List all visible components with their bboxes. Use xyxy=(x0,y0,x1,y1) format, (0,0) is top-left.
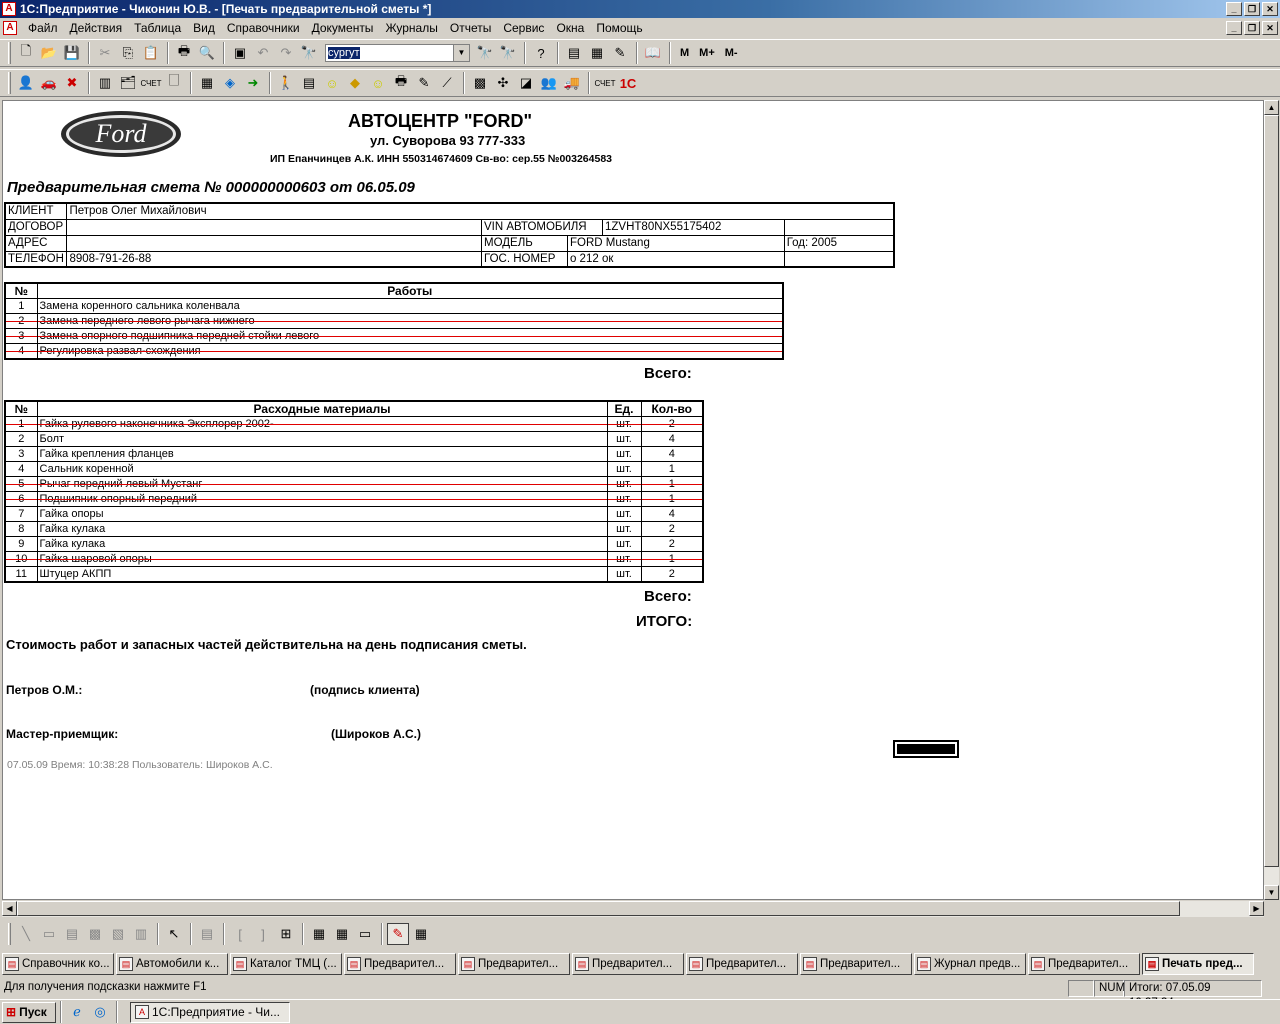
material-qty: 2 xyxy=(641,522,703,537)
document-icon: ▤ xyxy=(917,957,931,971)
document-icon: ▤ xyxy=(347,957,361,971)
materials-total-label: Всего: xyxy=(644,588,692,605)
list-icon[interactable]: ▤ xyxy=(302,75,316,90)
menu-table[interactable]: Таблица xyxy=(134,21,182,35)
material-row xyxy=(5,522,703,537)
scroll-left-icon[interactable]: ◀ xyxy=(2,901,17,916)
works-table xyxy=(4,282,784,360)
material-name: Гайка кулака xyxy=(37,522,607,537)
standard-toolbar xyxy=(0,39,1280,67)
num-indicator: NUM xyxy=(1094,980,1124,997)
phone-value: 8908-791-26-88 xyxy=(67,251,482,267)
work-row xyxy=(5,344,783,360)
material-row xyxy=(5,537,703,552)
material-qty: 4 xyxy=(641,447,703,462)
document-icon: ▤ xyxy=(689,957,703,971)
new-icon[interactable]: 🗋 xyxy=(20,43,32,58)
menu-actions[interactable]: Действия xyxy=(69,21,123,35)
mat-no-header: № xyxy=(5,401,37,417)
material-qty: 1 xyxy=(641,477,703,492)
find-icon[interactable]: 🔭 xyxy=(300,45,318,60)
material-row xyxy=(5,417,703,432)
model-label: МОДЕЛЬ xyxy=(482,235,568,251)
master-label: Мастер-приемщик: xyxy=(6,727,119,741)
edit-icon[interactable]: ✎ xyxy=(418,75,430,90)
material-name: Гайка рулевого наконечника Эксплорер 2002- xyxy=(37,417,607,432)
document-icon: ▤ xyxy=(575,957,589,971)
menu-bar xyxy=(0,18,1280,38)
work-row xyxy=(5,314,783,329)
scroll-right-icon[interactable]: ▶ xyxy=(1249,901,1264,916)
material-no: 1 xyxy=(5,417,37,432)
invoice2-icon[interactable]: СЧЕТ xyxy=(594,78,616,88)
menu-journals[interactable]: Журналы xyxy=(385,21,438,35)
package-icon[interactable]: ▩ xyxy=(473,75,487,90)
line-icon[interactable]: ╲ xyxy=(22,926,30,941)
material-qty: 2 xyxy=(641,567,703,583)
material-name: Гайка шаровой опоры xyxy=(37,552,607,567)
work-no: 4 xyxy=(5,344,37,360)
window-tab[interactable]: ▤ Печать пред... xyxy=(1142,953,1254,975)
copy-icon[interactable]: ⎘ xyxy=(122,45,134,60)
align-icon[interactable]: ⊞ xyxy=(280,926,292,941)
work-no: 1 xyxy=(5,299,37,314)
find-next-icon[interactable]: 🔭 xyxy=(476,45,494,60)
material-no: 4 xyxy=(5,462,37,477)
app-icon: A xyxy=(135,1005,149,1019)
material-qty: 2 xyxy=(641,537,703,552)
material-unit: шт. xyxy=(607,567,641,583)
material-row xyxy=(5,462,703,477)
material-row xyxy=(5,567,703,583)
material-unit: шт. xyxy=(607,552,641,567)
material-name: Рычаг передний левый Мустанг xyxy=(37,477,607,492)
scroll-down-icon[interactable]: ▼ xyxy=(1264,885,1279,900)
material-unit: шт. xyxy=(607,522,641,537)
document-icon: ▤ xyxy=(1145,957,1159,971)
table-icon[interactable]: ▦ xyxy=(312,926,326,941)
redo-icon[interactable]: ↷ xyxy=(280,45,292,60)
model-value: FORD Mustang xyxy=(567,235,784,251)
scroll-corner xyxy=(1264,901,1279,917)
horizontal-scrollbar[interactable] xyxy=(2,901,1264,917)
doc-icon[interactable]: A xyxy=(3,21,17,35)
window-tab[interactable]: ▤ Предварител... xyxy=(344,953,456,975)
document-icon: ▤ xyxy=(119,957,133,971)
car-icon[interactable]: 🚗 xyxy=(40,75,58,90)
document-icon: ▤ xyxy=(5,957,19,971)
mat-unit-header: Ед. xyxy=(607,401,641,417)
properties-icon[interactable]: ▣ xyxy=(233,45,247,60)
works-total-label: Всего: xyxy=(644,365,692,382)
menu-file[interactable]: Файл xyxy=(28,21,58,35)
menu-view[interactable]: Вид xyxy=(193,21,215,35)
material-row xyxy=(5,552,703,567)
diagram-icon[interactable]: ▥ xyxy=(134,926,148,941)
close-button[interactable]: ✕ xyxy=(1262,2,1278,16)
pen-icon[interactable]: ✎ xyxy=(614,45,626,60)
document-icon: ▤ xyxy=(803,957,817,971)
material-no: 6 xyxy=(5,492,37,507)
cube-icon[interactable]: ◈ xyxy=(225,75,235,90)
window-tab[interactable]: ▤ Предварител... xyxy=(686,953,798,975)
windows-logo-icon: ⊞ xyxy=(6,1005,17,1019)
mat-name-header: Расходные материалы xyxy=(37,401,607,417)
selected-cell[interactable] xyxy=(893,740,959,758)
open-windows-bar xyxy=(0,951,1280,977)
open-icon[interactable]: 📂 xyxy=(40,45,58,60)
material-no: 7 xyxy=(5,507,37,522)
material-unit: шт. xyxy=(607,417,641,432)
work-name: Регулировка развал-схождения xyxy=(37,344,783,360)
address-value xyxy=(67,235,482,251)
materials-table xyxy=(4,400,704,583)
company-address: ул. Суворова 93 777-333 xyxy=(370,133,526,148)
search-combo[interactable] xyxy=(325,44,470,62)
status-bar xyxy=(0,978,1280,998)
material-unit: шт. xyxy=(607,432,641,447)
material-no: 3 xyxy=(5,447,37,462)
files-icon[interactable]: 🗂 xyxy=(119,75,137,90)
vin-label: VIN АВТОМОБИЛЯ xyxy=(482,220,603,235)
material-name: Сальник коренной xyxy=(37,462,607,477)
menu-references[interactable]: Справочники xyxy=(226,21,300,35)
app-icon: A xyxy=(2,2,16,16)
material-qty: 1 xyxy=(641,552,703,567)
material-qty: 1 xyxy=(641,462,703,477)
arrow-icon[interactable]: ➜ xyxy=(247,75,259,90)
diamond-icon[interactable]: ◆ xyxy=(350,75,360,90)
vin-value: 1ZVHT80NX55175402 xyxy=(605,220,722,233)
text-block-icon[interactable]: ▤ xyxy=(65,926,79,941)
cell-edit-icon[interactable]: ✎ xyxy=(387,923,409,945)
client-sign-label: (подпись клиента) xyxy=(310,683,420,697)
validity-note: Стоимость работ и запасных частей действительна на день подписания сметы. xyxy=(6,637,527,652)
phone-label: ТЕЛЕФОН xyxy=(5,251,67,267)
work-row xyxy=(5,299,783,314)
material-unit: шт. xyxy=(607,492,641,507)
material-no: 9 xyxy=(5,537,37,552)
save-icon[interactable]: 💾 xyxy=(63,45,81,60)
window-tab[interactable]: ▤ Каталог ТМЦ (... xyxy=(230,953,342,975)
footer-line: 07.05.09 Время: 10:38:28 Пользователь: Широков А.С. xyxy=(7,759,273,771)
material-unit: шт. xyxy=(607,447,641,462)
memory-button[interactable]: M xyxy=(680,47,690,59)
help-icon[interactable]: ? xyxy=(537,45,545,61)
staff-icon[interactable]: 👤 xyxy=(17,75,35,90)
paste-icon[interactable]: 📋 xyxy=(142,45,160,60)
window-tab[interactable]: ▤ Автомобили к... xyxy=(116,953,228,975)
menu-service[interactable]: Сервис xyxy=(503,21,545,35)
window-tab[interactable]: ▤ Предварител... xyxy=(458,953,570,975)
invoice-icon[interactable]: СЧЕТ xyxy=(140,78,162,88)
window-tab[interactable]: ▤ Предварител... xyxy=(572,953,684,975)
ie-icon[interactable]: ℯ xyxy=(73,1004,81,1019)
undo-icon[interactable]: ↶ xyxy=(257,45,269,60)
smile2-icon[interactable]: ☺ xyxy=(371,75,385,91)
person-icon[interactable]: 🚶 xyxy=(277,75,295,90)
picture-icon[interactable]: ▩ xyxy=(88,926,102,941)
warehouse-icon[interactable]: ▥ xyxy=(98,75,112,90)
plate-label: ГОС. НОМЕР xyxy=(482,251,568,267)
doc-window-buttons xyxy=(1226,21,1278,35)
material-unit: шт. xyxy=(607,477,641,492)
material-name: Подшипник опорный передний xyxy=(37,492,607,507)
print-preview-icon[interactable]: 🔍 xyxy=(198,45,216,60)
material-name: Гайка опоры xyxy=(37,507,607,522)
grid-lines-icon[interactable]: ▦ xyxy=(335,926,349,941)
plate-value: о 212 ок xyxy=(567,251,784,267)
master-name: (Широков А.С.) xyxy=(331,727,421,741)
printer-icon[interactable]: 🖶 xyxy=(394,73,408,88)
find-prev-icon[interactable]: 🔭 xyxy=(499,45,517,60)
client-value: Петров Олег Михайлович xyxy=(67,203,894,219)
document-icon: ▤ xyxy=(461,957,475,971)
window-tab[interactable]: ▤ Предварител... xyxy=(800,953,912,975)
material-unit: шт. xyxy=(607,462,641,477)
material-qty: 4 xyxy=(641,432,703,447)
material-row xyxy=(5,447,703,462)
mat-qty-header: Кол-во xyxy=(641,401,703,417)
smile-icon[interactable]: ☺ xyxy=(325,75,339,91)
network-icon[interactable]: ✣ xyxy=(497,75,509,90)
memory-plus-button[interactable]: M+ xyxy=(699,47,715,59)
menu-documents[interactable]: Документы xyxy=(311,21,374,35)
work-name: Замена коренного сальника коленвала xyxy=(37,299,783,314)
document-icon: ▤ xyxy=(233,957,247,971)
vertical-scroll-thumb[interactable] xyxy=(1264,115,1279,867)
client-info-table xyxy=(4,202,895,268)
ruler-icon[interactable]: ▭ xyxy=(358,926,372,941)
status-totals: Итоги: 07.05.09 xyxy=(1124,980,1262,997)
doc-minimize-button[interactable]: _ xyxy=(1226,21,1242,35)
search-input[interactable]: сургут xyxy=(328,47,360,59)
format-icon[interactable]: ▤ xyxy=(200,926,214,941)
calculator-icon[interactable]: ▤ xyxy=(567,45,581,60)
title-bar xyxy=(0,0,1280,18)
bracket-close-icon[interactable]: ] xyxy=(261,926,265,942)
works-header: Работы xyxy=(37,283,783,299)
scroll-up-icon[interactable]: ▲ xyxy=(1264,100,1279,115)
document-title: Предварительная смета № 000000000603 от 06.05.09 xyxy=(7,179,415,196)
ford-logo xyxy=(59,109,183,159)
client-label: КЛИЕНТ xyxy=(5,203,67,219)
vertical-scrollbar[interactable] xyxy=(1264,100,1279,900)
table-grid-icon[interactable]: ▦ xyxy=(414,926,428,941)
material-name: Гайка крепления фланцев xyxy=(37,447,607,462)
menu-help[interactable]: Помощь xyxy=(596,21,643,35)
onec-icon[interactable]: 1С xyxy=(619,75,637,91)
report-sheet[interactable] xyxy=(2,100,1264,900)
contract-value xyxy=(67,219,482,235)
company-name: АВТОЦЕНТР "FORD" xyxy=(348,111,533,131)
calendar-icon[interactable]: ▦ xyxy=(590,45,604,60)
taskbar xyxy=(0,999,1280,1024)
material-row xyxy=(5,432,703,447)
drawing-toolbar xyxy=(0,918,1280,950)
window-tab[interactable]: ▤ Журнал предв... xyxy=(914,953,1026,975)
pointer-icon[interactable]: ↖ xyxy=(168,926,180,941)
menu-reports[interactable]: Отчеты xyxy=(449,21,492,35)
print-icon[interactable]: 🖶 xyxy=(177,43,191,58)
material-row xyxy=(5,477,703,492)
users-icon[interactable]: 👥 xyxy=(540,75,558,90)
toolbar-grip-2[interactable] xyxy=(8,72,11,94)
book-icon[interactable]: 📖 xyxy=(644,45,662,60)
window-tab[interactable]: ▤ Предварител... xyxy=(1028,953,1140,975)
doc-close-button[interactable]: ✕ xyxy=(1262,21,1278,35)
menu-windows[interactable]: Окна xyxy=(556,21,585,35)
material-name: Болт xyxy=(37,432,607,447)
ole-icon[interactable]: ▧ xyxy=(111,926,125,941)
tools-icon[interactable]: ✖ xyxy=(66,75,78,90)
material-qty: 2 xyxy=(641,417,703,432)
wand-icon[interactable]: ⟋ xyxy=(442,75,452,90)
work-name: Замена опорного подшипника передней стойки левого xyxy=(37,329,783,344)
taskbar-task-1c[interactable]: A 1С:Предприятие - Чи... xyxy=(130,1002,290,1023)
material-no: 8 xyxy=(5,522,37,537)
material-row xyxy=(5,492,703,507)
material-no: 2 xyxy=(5,432,37,447)
grid-icon[interactable]: ▦ xyxy=(200,75,214,90)
cut-icon[interactable]: ✂ xyxy=(99,45,111,60)
material-no: 10 xyxy=(5,552,37,567)
chevron-down-icon[interactable]: ▼ xyxy=(453,45,469,61)
maximize-button[interactable]: ❐ xyxy=(1244,2,1260,16)
material-unit: шт. xyxy=(607,537,641,552)
rectangle-icon[interactable]: ▭ xyxy=(42,926,56,941)
material-row xyxy=(5,507,703,522)
status-hint: Для получения подсказки нажмите F1 xyxy=(4,980,207,993)
truck-icon[interactable]: 🚚 xyxy=(563,75,581,90)
bracket-open-icon[interactable]: [ xyxy=(238,926,242,942)
page-icon[interactable]: 🗌 xyxy=(168,73,180,88)
doc-restore-button[interactable]: ❐ xyxy=(1244,21,1260,35)
material-unit: шт. xyxy=(607,507,641,522)
custom-toolbar xyxy=(0,69,1280,97)
material-name: Штуцер АКПП xyxy=(37,567,607,583)
material-no: 11 xyxy=(5,567,37,583)
document-icon: ▤ xyxy=(1031,957,1045,971)
work-name: Замена переднего левого рычага нижнего xyxy=(37,314,783,329)
material-name: Гайка кулака xyxy=(37,537,607,552)
memory-minus-button[interactable]: M- xyxy=(724,47,738,59)
material-no: 5 xyxy=(5,477,37,492)
window-tab[interactable]: ▤ Справочник ко... xyxy=(2,953,114,975)
grand-total-label: ИТОГО: xyxy=(636,613,693,630)
contract-label: ДОГОВОР xyxy=(5,219,67,235)
work-no: 2 xyxy=(5,314,37,329)
address-label: АДРЕС xyxy=(5,235,67,251)
svg-text:Ford: Ford xyxy=(95,119,147,148)
outlook-icon[interactable]: ◎ xyxy=(94,1004,106,1019)
start-button[interactable]: ⊞ Пуск xyxy=(2,1002,56,1023)
work-row xyxy=(5,329,783,344)
works-no-header: № xyxy=(5,283,37,299)
window-title: 1С:Предприятие - Чиконин Ю.В. - [Печать предварительной сметы *] xyxy=(20,2,432,16)
material-qty: 4 xyxy=(641,507,703,522)
year-value: Год: 2005 xyxy=(784,235,894,251)
client-sign-name: Петров О.М.: xyxy=(6,683,83,697)
chart-icon[interactable]: ◪ xyxy=(519,75,533,90)
horizontal-scroll-thumb[interactable] xyxy=(17,901,1180,916)
material-qty: 1 xyxy=(641,492,703,507)
toolbar-grip[interactable] xyxy=(8,42,11,64)
minimize-button[interactable]: _ xyxy=(1226,2,1242,16)
company-owner: ИП Епанчинцев А.К. ИНН 550314674609 Св-во: сер.55 №003264583 xyxy=(270,153,613,165)
work-no: 3 xyxy=(5,329,37,344)
